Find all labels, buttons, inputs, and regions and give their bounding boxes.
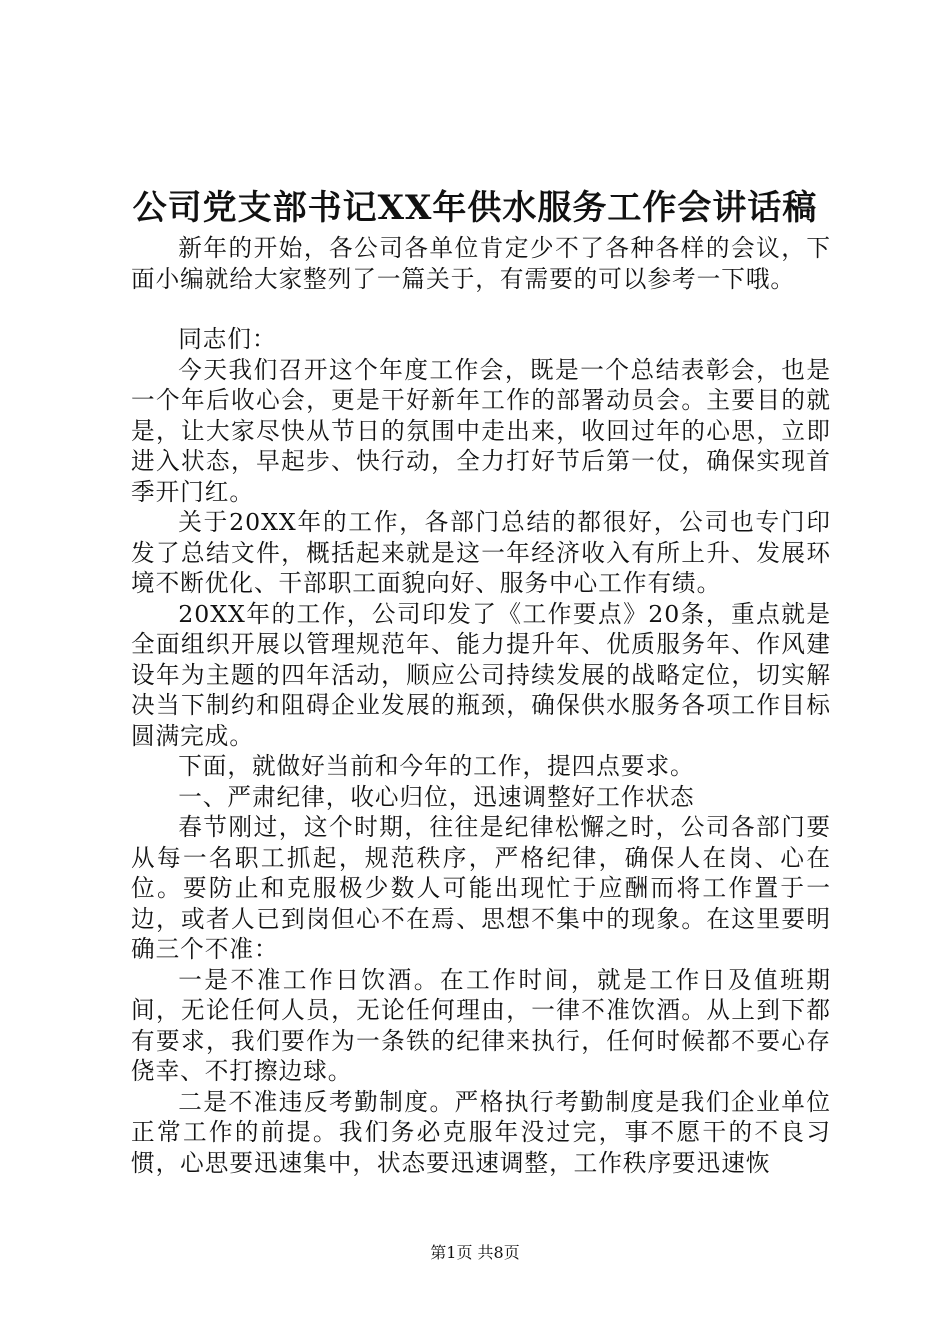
paragraph: 二是不准违反考勤制度。严格执行考勤制度是我们企业单位正常工作的前提。我们务必克服年没过完，事不愿干的不良习惯，心思要迅速集中，状态要迅速调整，工作秩序要迅速恢 [131, 1087, 831, 1177]
page-number-footer: 第1页 共8页 [430, 1243, 520, 1262]
paragraph: 关于20XX年的工作，各部门总结的都很好，公司也专门印发了总结文件，概括起来就是这一年经济收入有所上升、发展环境不断优化、干部职工面貌向好、服务中心工作有绩。 [131, 508, 831, 597]
document-body [131, 233, 831, 1178]
paragraph: 下面，就做好当前和今年的工作，提四点要求。 [178, 752, 695, 780]
paragraph: 春节刚过，这个时期，往往是纪律松懈之时，公司各部门要从每一名职工抓起，规范秩序，严格纪律，确保人在岗、心在位。要防止和克服极少数人可能出现忙于应酬而将工作置于一边，或者人已到岗但心不在焉、思想不集中的现象。在这里要明确三个不准： [131, 813, 831, 963]
document-title: 公司党支部书记XX年供水服务工作会讲话稿 [132, 188, 818, 228]
paragraph: 20XX年的工作，公司印发了《工作要点》20条，重点就是全面组织开展以管理规范年、能力提升年、优质服务年、作风建设年为主题的四年活动，顺应公司持续发展的战略定位，切实解决当下制约和阻碍企业发展的瓶颈，确保供水服务各项工作目标圆满完成。 [131, 599, 831, 750]
intro-paragraph: 新年的开始，各公司各单位肯定少不了各种各样的会议，下面小编就给大家整列了一篇关于，有需要的可以参考一下哦。 [131, 234, 831, 293]
paragraph: 一是不准工作日饮酒。在工作时间，就是工作日及值班期间，无论任何人员，无论任何理由，一律不准饮酒。从上到下都有要求，我们要作为一条铁的纪律来执行，任何时候都不要心存侥幸、不打擦边球。 [131, 965, 831, 1085]
salutation: 同志们： [178, 325, 277, 353]
section-heading: 一、严肃纪律，收心归位，迅速调整好工作状态 [178, 782, 695, 811]
paragraph: 今天我们召开这个年度工作会，既是一个总结表彰会，也是一个年后收心会，更是干好新年工作的部署动员会。主要目的就是，让大家尽快从节日的氛围中走出来，收回过年的心思，立即进入状态，早起步、快行动，全力打好节后第一仗，确保实现首季开门红。 [131, 355, 831, 506]
